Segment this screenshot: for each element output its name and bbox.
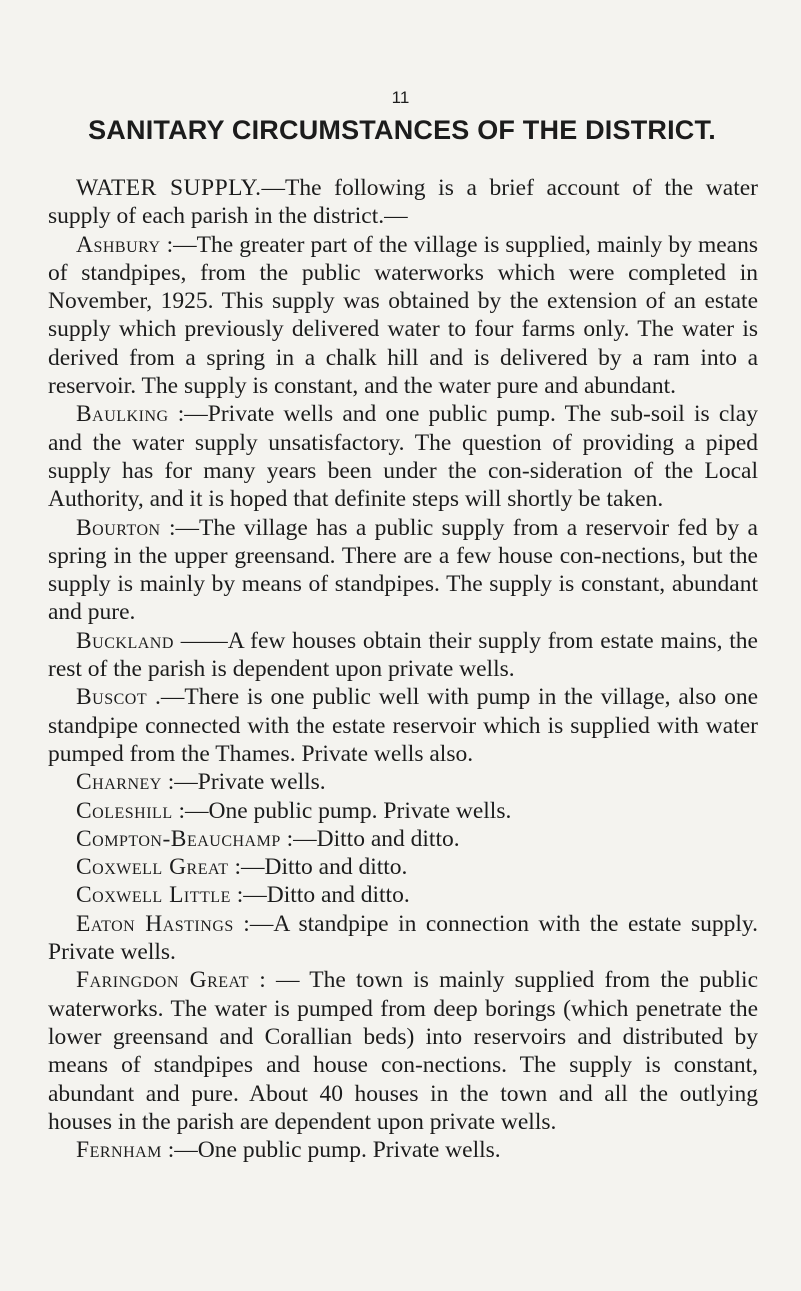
- parish-paragraph: [48, 1136, 758, 1164]
- parish-name: Ashbury: [76, 231, 161, 258]
- parish-text: :—Private wells.: [161, 769, 326, 796]
- parish-paragraph: [48, 683, 758, 768]
- parish-name: Eaton Hastings: [76, 910, 234, 937]
- parish-paragraph: [48, 400, 758, 513]
- parish-paragraph: [48, 881, 758, 909]
- parish-paragraph: [48, 797, 758, 825]
- intro-text: —The following is a brief account of the water supply of each parish in the district.—: [48, 175, 758, 230]
- page-number: 11: [391, 88, 410, 107]
- parish-text: :—The village has a public supply from a reservoir fed by a spring in the upper greensand. There are a few house con-nections, but the supply is mainly by means of standpipes. The supply is constant, abundant and pure.: [48, 514, 758, 626]
- parish-paragraph: [48, 910, 758, 967]
- parish-name: Baulking: [76, 401, 169, 428]
- parish-text: :—Ditto and ditto.: [228, 854, 408, 881]
- parish-paragraph: [48, 825, 758, 853]
- parish-paragraph: [48, 966, 758, 1136]
- parish-name: Compton-Beauchamp: [76, 825, 281, 852]
- parish-name: Coxwell Little: [76, 882, 231, 909]
- parish-name: Buckland: [76, 627, 174, 654]
- parish-name: Bourton: [76, 514, 161, 541]
- parish-text: :—Ditto and ditto.: [280, 825, 460, 852]
- parish-text: :—One public pump. Private wells.: [161, 1137, 501, 1164]
- parish-name: Fernham: [76, 1137, 162, 1164]
- parish-name: Buscot: [76, 684, 148, 711]
- parish-paragraph: [48, 514, 758, 627]
- parish-paragraph: [48, 231, 758, 401]
- parish-text: :—One public pump. Private wells.: [172, 797, 512, 824]
- parish-name: Coxwell Great: [76, 854, 229, 881]
- parish-text: .—There is one public well with pump in the village, also one standpipe connected with the estate reservoir which is supplied with water pumped from the Thames. Private wells also.: [48, 684, 758, 767]
- parish-text: ——A few houses obtain their supply from estate mains, the rest of the parish is dependent upon private wells.: [48, 627, 758, 683]
- document-body: [48, 174, 758, 1164]
- parish-paragraph: [48, 627, 758, 684]
- parish-text: :—Ditto and ditto.: [230, 882, 410, 909]
- parish-name: Faringdon Great: [76, 967, 250, 994]
- parish-paragraph: [48, 853, 758, 881]
- parish-paragraph: [48, 768, 758, 796]
- page-title: SANITARY CIRCUMSTANCES OF THE DISTRICT.: [88, 115, 716, 145]
- section-heading: WATER SUPPLY.: [76, 175, 262, 201]
- parish-text: : — The town is mainly supplied from the public waterworks. The water is pumped from deep borings (which penetrate the lower greensand and Corallian beds) into reservoirs and distributed by means of standpipes and house con-nections. The supply is constant, abundant and pure. About 40 houses in the town and all the outlying houses in the parish are dependent upon private wells.: [48, 967, 758, 1135]
- intro-paragraph: [48, 174, 758, 231]
- parish-text: :—The greater part of the village is supplied, mainly by means of standpipes, from the public waterworks which were completed in November, 1925. This supply was obtained by the extension of an estate supply which previously delivered water to four farms only. The water is derived from a spring in a chalk hill and is delivered by a ram into a reservoir. The supply is constant, and the water pure and abundant.: [48, 231, 758, 400]
- parish-name: Coleshill: [76, 797, 173, 824]
- parish-text: :—A standpipe in connection with the estate supply. Private wells.: [48, 910, 759, 966]
- parish-text: :—Private wells and one public pump. The sub-soil is clay and the water supply unsatisfactory. The question of providing a piped supply has for many years been under the con-sideration of the Local Authority, and it is hoped that definite steps will shortly be taken.: [48, 401, 758, 513]
- parish-name: Charney: [76, 769, 162, 796]
